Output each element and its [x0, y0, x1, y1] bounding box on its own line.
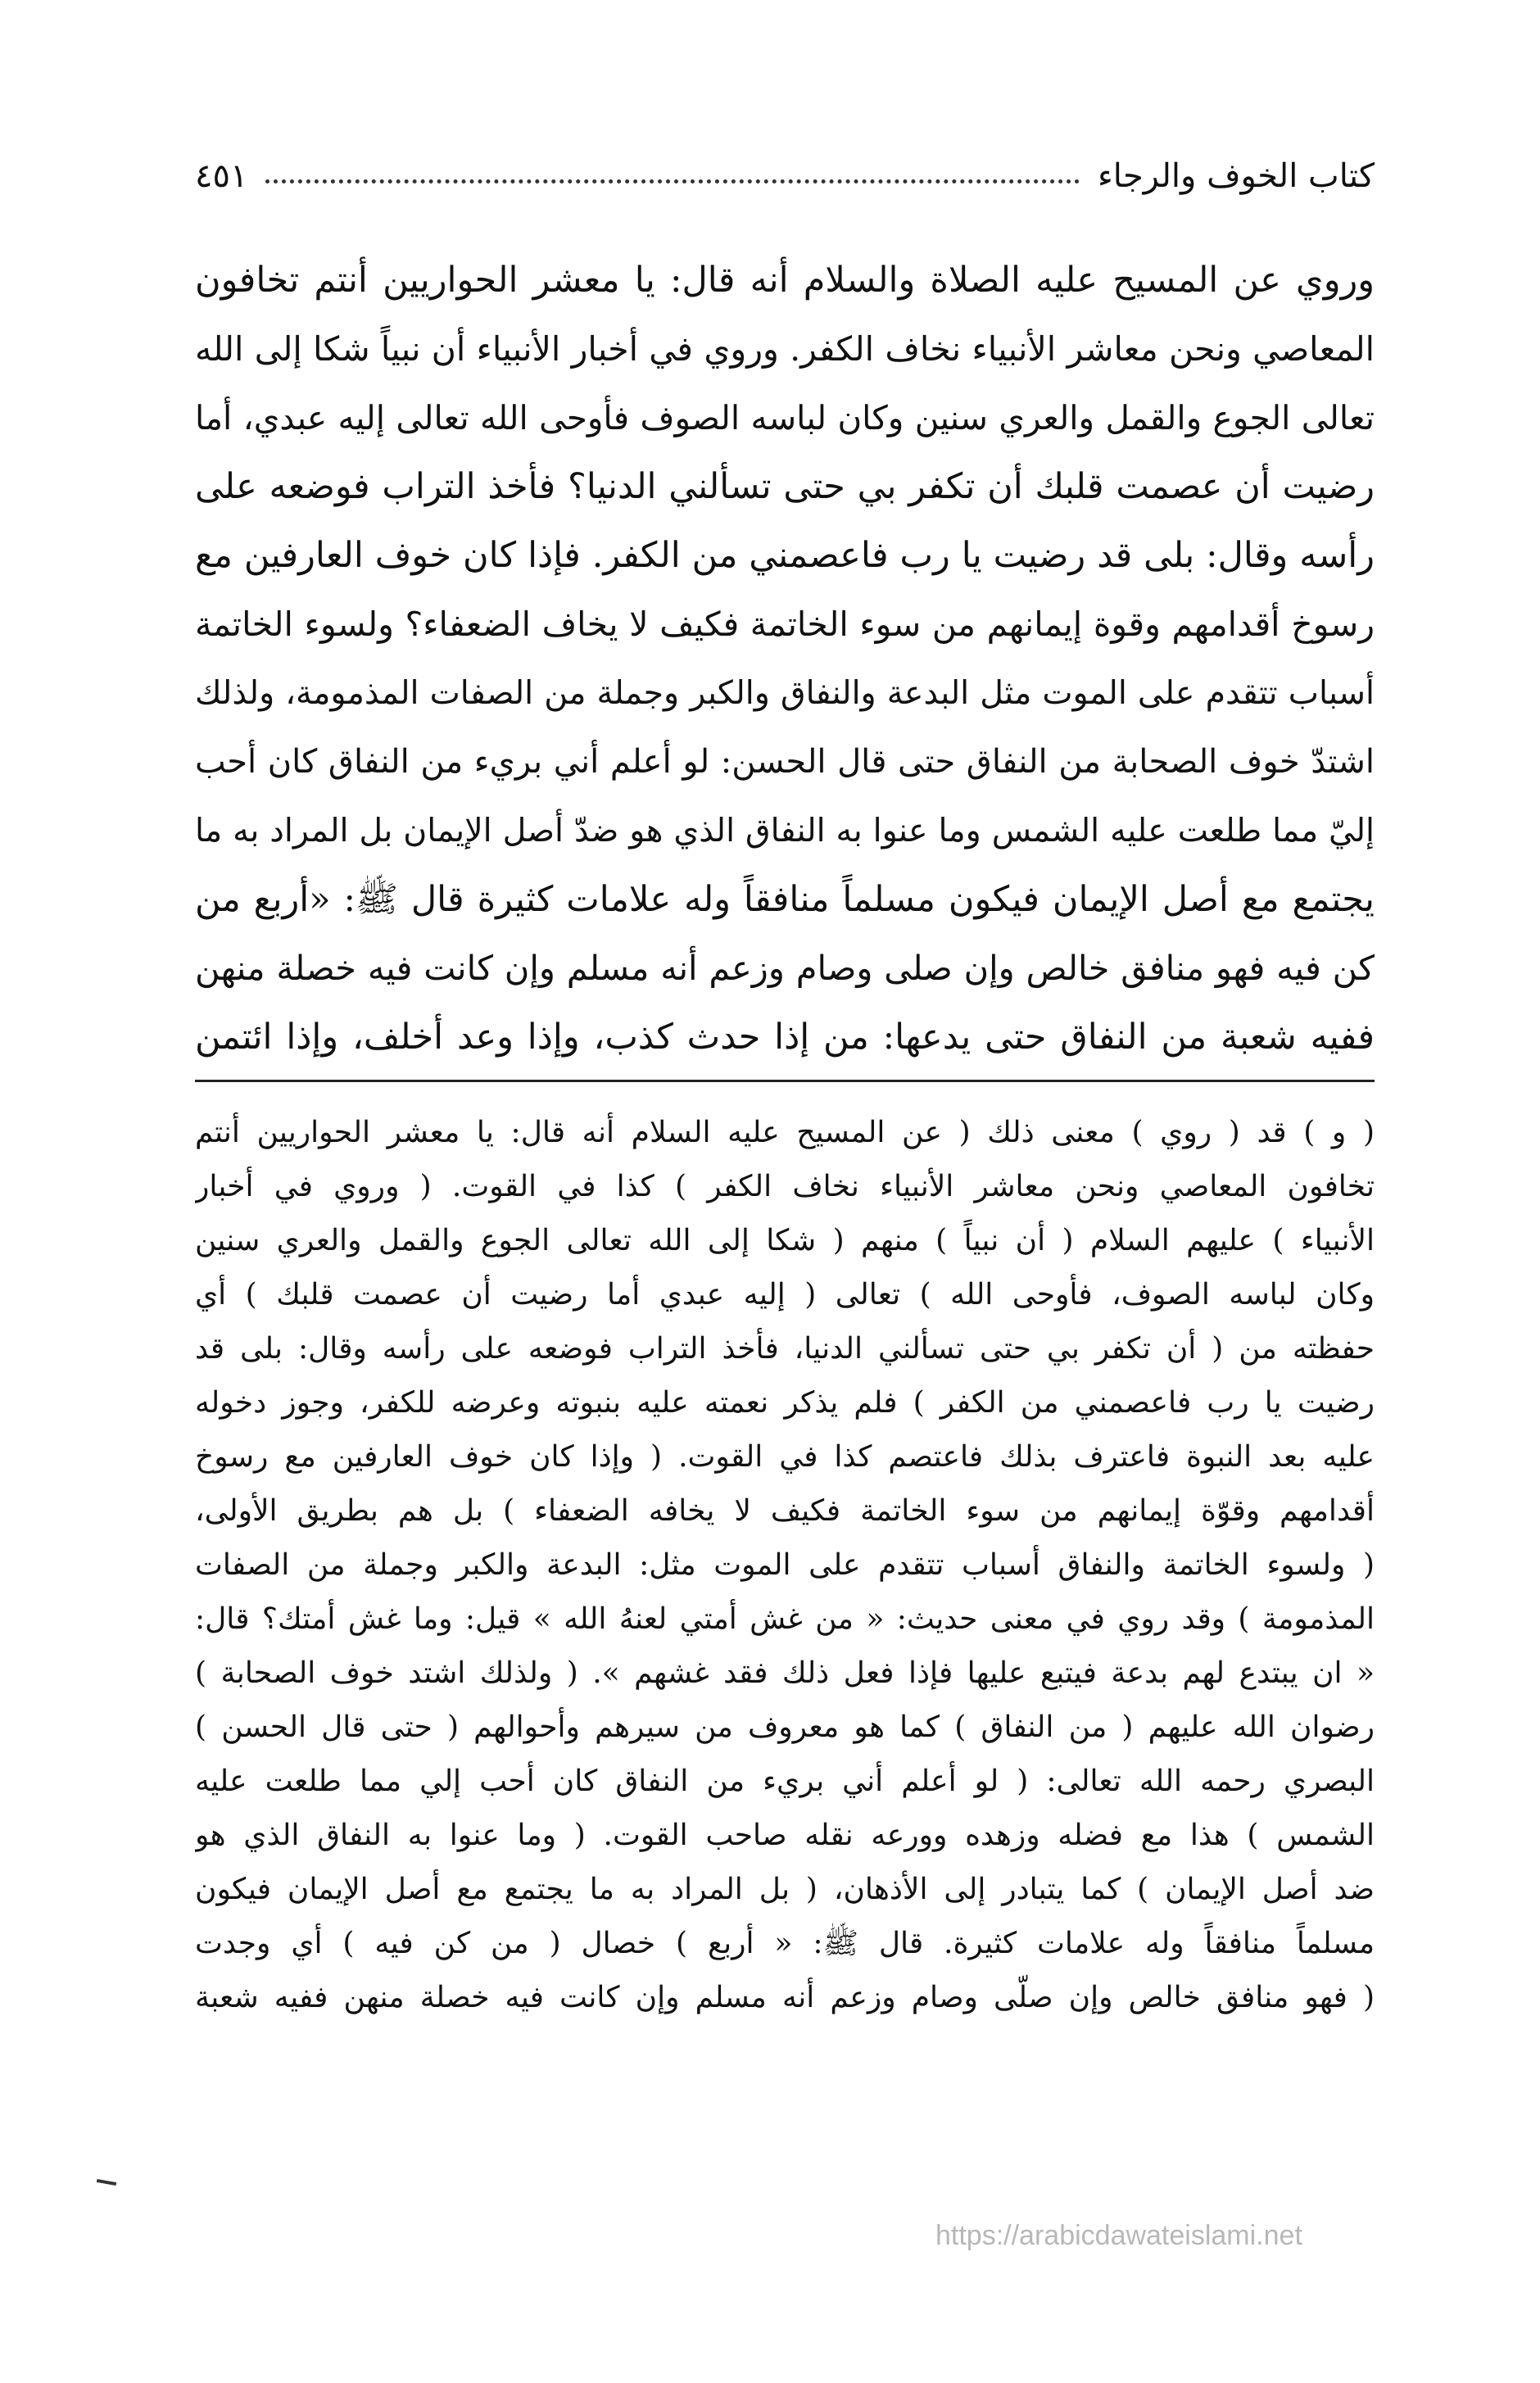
commentary-line: حفظته من ( أن تكفر بي حتى تسألني الدنيا، فأخذ التراب فوضعه على رأسه وقال: بلى قد [195, 1332, 1375, 1366]
main-text-line: أسباب تتقدم على الموت مثل البدعة والنفاق والكبر وجملة من الصفات المذمومة، ولذلك [195, 674, 1375, 712]
commentary-line: تخافون المعاصي ونحن معاشر الأنبياء نخاف الكفر ) كذا في القوت. ( وروي في أخبار [195, 1170, 1375, 1203]
chapter-title: كتاب الخوف والرجاء [1097, 157, 1375, 195]
commentary-line: رضيت يا رب فاعصمني من الكفر ) فلم يذكر نعمته عليه بنبوته وعرضه للكفر، وجوز دخوله [195, 1386, 1375, 1420]
main-text-line: وروي عن المسيح عليه الصلاة والسلام أنه قال: يا معشر الحواريين أنتم تخافون [195, 260, 1375, 301]
commentary-line: عليه بعد النبوة فاعترف بذلك فاعتصم كذا في القوت. ( وإذا كان خوف العارفين مع رسوخ [195, 1440, 1375, 1474]
commentary-line: ضد أصل الإيمان ) كما يتبادر إلى الأذهان، ( بل المراد به ما يجتمع مع أصل الإيمان فيكون [195, 1873, 1375, 1906]
commentary-line: « ان يبتدع لهم بدعة فيتبع عليها فإذا فعل ذلك فقد غشهم ». ( ولذلك اشتد خوف الصحابة ) [195, 1656, 1375, 1690]
main-text-line: تعالى الجوع والقمل والعري سنين وكان لباسه الصوف فأوحى الله تعالى إليه عبدي، أما [195, 398, 1375, 437]
commentary-line: مسلماً منافقاً وله علامات كثيرة. قال ﷺ: « أربع ) خصال ( من كن فيه ) أي وجدت [195, 1927, 1375, 1960]
main-text-line: رضيت أن عصمت قلبك أن تكفر بي حتى تسألني الدنيا؟ فأخذ التراب فوضعه على [195, 466, 1375, 507]
main-text-line: رسوخ أقدامهم وقوة إيمانهم من سوء الخاتمة فكيف لا يخاف الضعفاء؟ ولسوء الخاتمة [195, 605, 1375, 644]
main-text-line: كن فيه فهو منافق خالص وإن صلى وصام وزعم أنه مسلم وإن كانت فيه خصلة منهن [195, 948, 1375, 988]
commentary-line: البصري رحمه الله تعالى: ( لو أعلم أني بريء من النفاق كان أحب إلي مما طلعت عليه [195, 1765, 1375, 1798]
section-divider [195, 1080, 1375, 1082]
main-text-line: يجتمع مع أصل الإيمان فيكون مسلماً منافقاً وله علامات كثيرة قال ﷺ: «أربع من [195, 879, 1375, 920]
watermark-url: https://arabicdawateislami.net [935, 2220, 1302, 2251]
main-text-line: رأسه وقال: بلى قد رضيت يا رب فاعصمني من الكفر. فإذا كان خوف العارفين مع [195, 535, 1375, 576]
commentary-line: وكان لباسه الصوف، فأوحى الله ) تعالى ( إليه عبدي أما رضيت أن عصمت قلبك ) أي [195, 1278, 1375, 1312]
commentary-line: أقدامهم وقوّة إيمانهم من سوء الخاتمة فكيف لا يخافه الضعفاء ) بل هم بطريق الأولى، [195, 1494, 1375, 1528]
commentary-line: رضوان الله عليهم ( من النفاق ) كما هو معروف من سيرهم وأحوالهم ( حتى قال الحسن ) [195, 1710, 1375, 1744]
commentary-line: ( و ) قد ( روي ) معنى ذلك ( عن المسيح عليه السلام أنه قال: يا معشر الحواريين أنتم [195, 1116, 1375, 1149]
commentary-line: المذمومة ) وقد روي في معنى حديث: « من غش أمتي لعنهُ الله » قيل: وما غش أمتك؟ قال: [195, 1602, 1375, 1636]
commentary-line: الأنبياء ) عليهم السلام ( أن نبياً ) منهم ( شكا إلى الله تعالى الجوع والقمل والعري سنين [195, 1224, 1375, 1257]
scan-speck [97, 2179, 116, 2186]
commentary-line: الشمس ) هذا مع فضله وزهده وورعه نقله صاحب القوت. ( وما عنوا به النفاق الذي هو [195, 1819, 1375, 1852]
main-text-line: إليّ مما طلعت عليه الشمس وما عنوا به النفاق الذي هو ضدّ أصل الإيمان بل المراد به ما [195, 812, 1375, 849]
commentary-line: ( فهو منافق خالص وإن صلّى وصام وزعم أنه مسلم وإن كانت فيه خصلة منهن ففيه شعبة [195, 1981, 1375, 2014]
main-text-line: اشتدّ خوف الصحابة من النفاق حتى قال الحسن: لو أعلم أني بريء من النفاق كان أحب [195, 743, 1375, 781]
commentary-text [195, 1106, 1375, 2025]
page-number: ٤٥١ [195, 157, 248, 195]
running-header [195, 138, 1375, 195]
main-text-line: المعاصي ونحن معاشر الأنبياء نخاف الكفر. وروي في أخبار الأنبياء أن نبياً شكا إلى الله [195, 329, 1375, 369]
header-dot-leader [265, 179, 1080, 183]
main-text-line: ففيه شعبة من النفاق حتى يدعها: من إذا حدث كذب، وإذا وعد أخلف، وإذا ائتمن [195, 1017, 1375, 1058]
commentary-line: ( ولسوء الخاتمة والنفاق أسباب تتقدم على الموت مثل: البدعة والكبر وجملة من الصفات [195, 1548, 1375, 1582]
main-text [195, 246, 1375, 1071]
